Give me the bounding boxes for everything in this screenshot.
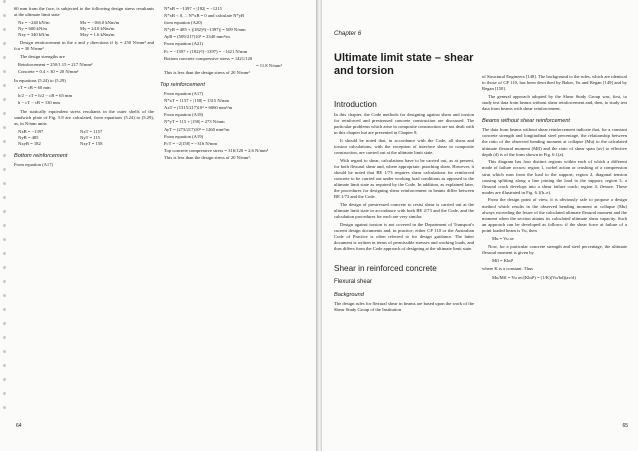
- body-paragraph: where K is a constant. Thus: [482, 266, 533, 272]
- body-paragraph: Now, for a particular concrete strength and steel percentage, the ultimate flexural moment is given by: [482, 244, 627, 256]
- body-paragraph: From the design point of view, it is obviously safe to propose a design method which results in the observed bending moment at collapse (Mu) always exceeding the lesser of the calculated ultimate flexural moment and the moment when the section attains its calculated ultimate shear capacity. Such an approach can be developed as follows: if the shear force at failure of a point loaded beam is Vu, then: [482, 197, 627, 233]
- calc-line: This is less than the design stress of 20 N/mm².: [164, 154, 251, 160]
- reinforcement-strength: Reinforcement = 250/1.15 = 217 N/mm²: [18, 61, 93, 67]
- concrete-strength: Concrete = 0.4 × 30 = 20 N/mm²: [18, 68, 79, 74]
- calc-line: From equation (A17): [164, 91, 204, 97]
- calc-line: N*yT = 115 + |158| = 273 N/mm: [164, 119, 225, 125]
- calc-line: N*xT = 1157 + |158| = 1315 N/mm: [164, 98, 230, 104]
- intro-paragraph: With regard to shear, calculations have to be carried out, as at present, for both flexural shear and, where appropriate, punching shear. However, it should be noted that BE 1/73 requires shear calculations for reinforced concrete to be carried out under working load conditions as opposed to the ultimate limit state as required by the Code. In addition, as explained later, the procedures for designing shear reinforcement in beams differ between BE 1/73 and the Code.: [334, 157, 474, 200]
- calc-line: AxT = (1315/217)10³ = 6060 mm²/m: [164, 105, 233, 111]
- right-page: [322, 0, 638, 451]
- left-column-1: [14, 6, 154, 170]
- calc-line: = 11.8 N/mm²: [256, 62, 282, 68]
- intro-paragraph: Design against torsion is not covered in the Department of Transport's current design documents and, in practice, either CP 110 or the Australian Code of Practice is often referred to for design guidance. The latter document is written in terms of permissible stresses and working loads, and thus differs from the Code approach of designing at the ultimate limit state.: [334, 221, 474, 252]
- introduction-heading: Introduction: [334, 100, 377, 109]
- body-paragraph: The data from beams without shear reinforcement indicate that, for a constant concrete strength and longitudinal steel percentage, the relationship between the ratio of the observed bending moment at collapse (Mu) to the calculated ultimate flexural moment (Mfl) and the ratio of shear span (av) to effective depth (d) is of the form shown in Fig. 6.1(a).: [482, 127, 627, 157]
- stress-row: Nx = −240 kN/m Mx = −166.0 kNm/m: [18, 19, 120, 25]
- calc-line: AyT = (273/217)10³ = 1260 mm²/m: [164, 126, 230, 132]
- cover-equation: cT = cB = 60 mm: [18, 85, 51, 91]
- right-column-2: [482, 74, 627, 283]
- resultant-row: NxB = −1397 NxT = 1157: [18, 128, 103, 134]
- equation: Mfl = Kbd²: [492, 258, 514, 264]
- intro-paragraph: The design of prestressed concrete to resist shear is carried out at the ultimate limit state in accordance with both BE 2/73 and the Code, and the calculation procedures for each are very similar.: [334, 202, 474, 220]
- background-paragraph: The design rules for flexural shear in beams are based upon the work of the Shear Study Group of the Institution: [334, 300, 474, 312]
- page-number: 64: [16, 423, 22, 429]
- calc-line: From equation (A21): [164, 41, 204, 47]
- intro-paragraph: It should be noted that, in accordance with the Code, all shear and torsion calculations, with the exception of interface shear in composite construction, are carried out at the ultimate limit state.: [334, 137, 474, 156]
- cover-equation: h/2 − cT = h/2 − cB = 65 mm: [18, 92, 73, 98]
- calc-line: N*yB = 485 + |(182)²/(−1397)| = 509 N/mm: [164, 27, 246, 33]
- calc-line: From equation (A19): [164, 133, 204, 139]
- equation: Mu/Mfl = Vu av/(Kbd²) = (1/K)(Vu/bd)(av/d): [492, 274, 576, 280]
- statically-paragraph: The statically equivalent stress resultants in the outer shells of the sandwich plate of Fig. 5.8 are calculated, from equations (5.24) to (5.29), as, in N/mm units: [14, 108, 154, 126]
- left-column-2: [160, 6, 300, 162]
- resultant-row: NxyB = 182 NxyT = 158: [18, 140, 103, 146]
- background-heading: Background: [334, 291, 364, 298]
- binding-holes: [2, 0, 8, 451]
- top-reinforcement-heading: Top reinforcement: [160, 81, 205, 88]
- reinforcement-intro: Design reinforcement in the x and y directions if fy = 250 N/mm² and fcu = 30 N/mm²: [14, 40, 154, 52]
- intro-paragraph: In this chapter, the Code methods for designing against shear and torsion for reinforced and prestressed concrete construction are discussed. The particular problems which arise in composite construction are not dealt with in this chapter but are presented in Chapter 8.: [334, 112, 474, 136]
- left-page: [0, 0, 316, 451]
- calc-line: This is less than the design stress of 20 N/mm²: [164, 69, 250, 75]
- right-column-1: [334, 100, 474, 314]
- equation-ref: In equations (5.24) to (5.29): [14, 77, 66, 83]
- calc-line: N*xB < 0, ∴ N*xB = 0 and calculate N*yB: [164, 13, 245, 19]
- calc-line: N*xB = −1397 + |182| = −1215: [164, 6, 222, 11]
- body-paragraph: This diagram has four distinct regions within each of which a different mode of failure occurs: region 1, corbel action or crushing of a compression strut which runs from the load to the support; region 2, diagonal tension causing splitting along a line joining the load to the support; region 3, a flexural crack develops into a shear failure crack; region 4, flexure. These modes are illustrated in Fig. 6.1(b–e).: [482, 159, 627, 195]
- equation: Mu = Vu av: [492, 236, 515, 242]
- chapter-label: Chapter 6: [334, 30, 362, 37]
- flexural-shear-heading: Flexural shear: [334, 279, 373, 286]
- from-equation: From equation (A17): [14, 161, 54, 167]
- chapter-title: Ultimate limit state – shear and torsion: [334, 52, 474, 77]
- stress-row: Ny = 600 kN/m My = 24.0 kNm/m: [18, 25, 115, 31]
- shear-heading: Shear in reinforced concrete: [334, 264, 437, 274]
- calc-line: Fc = −1397 + (182)²/(−1397) = −1421 N/mm: [164, 48, 248, 54]
- resultant-row: NyB = 485 NyT = 115: [18, 134, 100, 140]
- beams-without-shear-heading: Beams without shear reinforcement: [482, 118, 570, 125]
- strengths-line: The design strengths are: [20, 53, 65, 59]
- calc-line: from equation (A20): [164, 20, 203, 26]
- cover-equation: h − cT − cB = 130 mm: [18, 99, 61, 105]
- page-number: 65: [622, 423, 628, 429]
- body-paragraph: of Structural Engineers [148]. The background to the rules, which are identical to those of CP 110, has been described by Baker, Yu and Regan [149] and by Regan [150].: [482, 74, 627, 92]
- example-intro: 60 mm from the face, is subjected to the following design stress resultants at the ultimate limit state: [14, 6, 154, 18]
- body-paragraph: The general approach adopted by the Shear Study Group was, first, to study test data from beams without shear reinforcement and, then, to study test data from beams with shear reinforcement.: [482, 93, 627, 112]
- calc-line: FcT = −2|158| = −316 N/mm: [164, 140, 218, 146]
- calc-line: Bottom concrete compressive stress = 1421/120: [164, 55, 253, 61]
- bottom-reinforcement-heading: Bottom reinforcement: [14, 152, 68, 159]
- stress-row: Nxy = 340 kN/m Mxy = 1.6 kNm/m: [18, 31, 115, 37]
- calc-line: Top concrete compressive stress = 316/120 = 2.6 N/mm²: [164, 147, 269, 153]
- calc-line: From equation (A18): [164, 112, 204, 118]
- calc-line: AyB = (509/217)10³ = 2340 mm²/m: [164, 34, 230, 40]
